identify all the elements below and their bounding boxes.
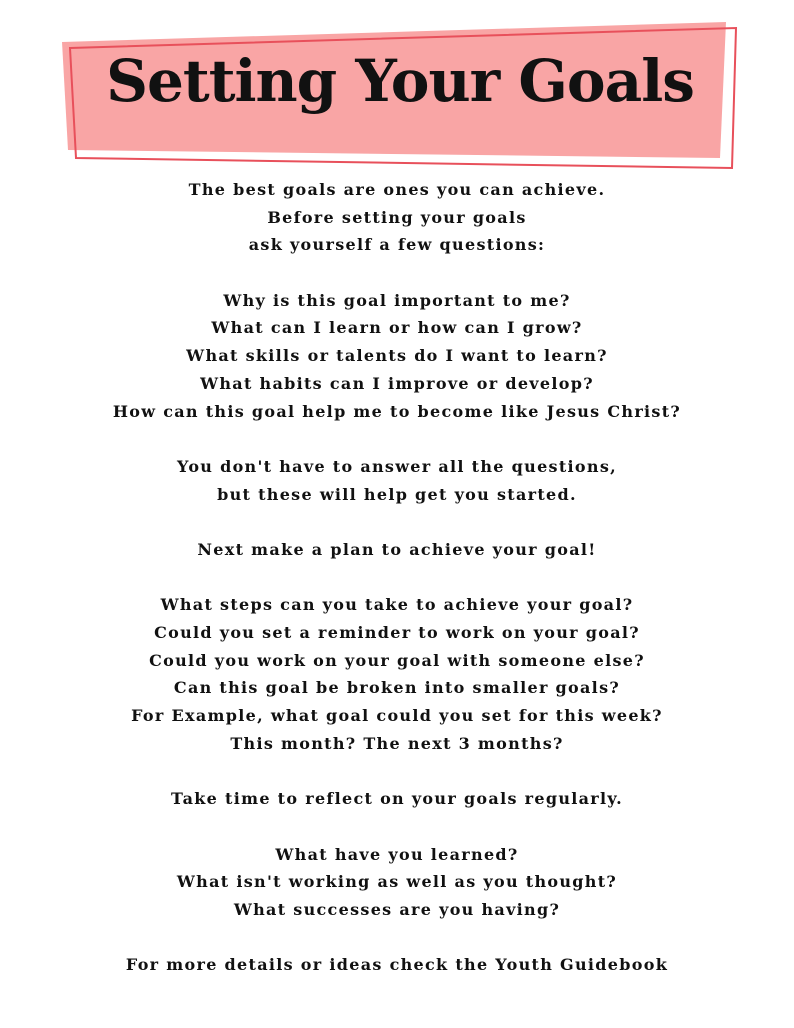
question-line: What can I learn or how can I grow? (211, 318, 583, 338)
questions-section (0, 287, 794, 425)
intro-section (0, 176, 794, 259)
note-line: but these will help get you started. (217, 484, 577, 504)
plan-question-line: For Example, what goal could you set for this week? (131, 706, 663, 726)
note-section (0, 453, 794, 508)
intro-line: Before setting your goals (267, 207, 527, 227)
plan-question-line: This month? The next 3 months? (230, 733, 564, 753)
reflect-question-line: What successes are you having? (233, 899, 561, 919)
plan-question-line: Can this goal be broken into smaller goals? (173, 678, 621, 698)
plan-heading: Next make a plan to achieve your goal! (197, 539, 597, 559)
question-line: Why is this goal important to me? (223, 290, 571, 310)
spacer (0, 259, 794, 287)
title-banner (58, 18, 742, 173)
plan-question-line: Could you set a reminder to work on your goal? (154, 623, 640, 642)
spacer (0, 813, 794, 841)
document-body (0, 176, 794, 979)
question-line: What skills or talents do I want to learn? (186, 346, 608, 366)
question-line: What habits can I improve or develop? (200, 373, 594, 393)
plan-questions-section (0, 591, 794, 757)
footer-text: For more details or ideas check the Youth Guidebook (125, 955, 669, 975)
reflect-question-line: What isn't working as well as you thought? (176, 872, 618, 892)
page-title: Setting Your Goals (106, 47, 694, 115)
note-line: You don't have to answer all the questions, (176, 456, 618, 476)
spacer (0, 757, 794, 785)
plan-question-line: Could you work on your goal with someone else? (149, 650, 645, 670)
question-line: How can this goal help me to become like Jesus Christ? (112, 401, 682, 421)
intro-line: ask yourself a few questions: (248, 235, 546, 255)
reflect-question-line: What have you learned? (275, 844, 519, 864)
plan-question-line: What steps can you take to achieve your goal? (160, 595, 634, 615)
intro-line: The best goals are ones you can achieve. (188, 180, 606, 199)
reflect-questions-section (0, 841, 794, 924)
spacer (0, 564, 794, 592)
reflect-heading: Take time to reflect on your goals regularly. (170, 789, 624, 809)
spacer (0, 425, 794, 453)
spacer (0, 924, 794, 952)
spacer (0, 508, 794, 536)
